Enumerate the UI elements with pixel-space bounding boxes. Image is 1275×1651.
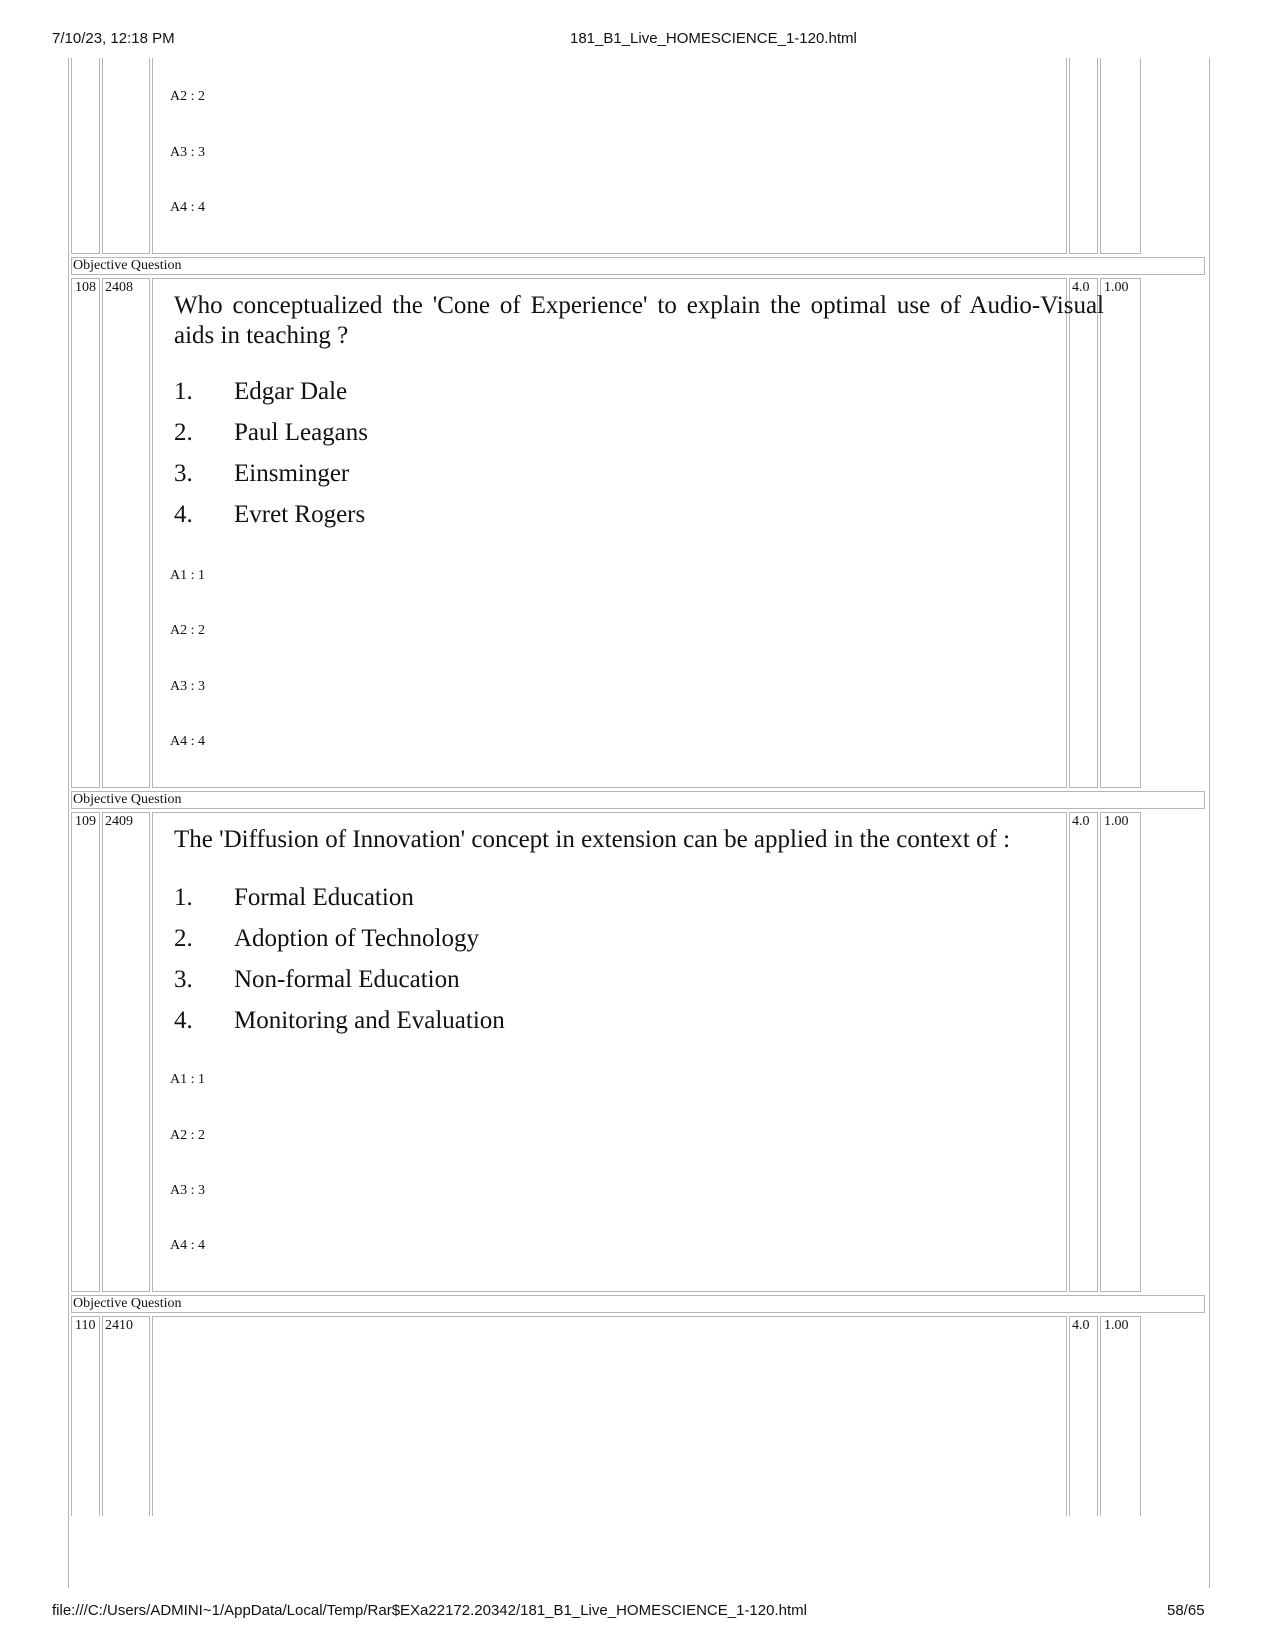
option-item [174,500,365,530]
answer-option: A2 : 2 [170,1128,205,1143]
option-item [174,924,479,954]
answer-option: A4 : 4 [170,200,205,215]
question-serial: 110 [75,1318,96,1333]
question-marks: 4.0 [1072,1318,1090,1333]
option-number: 3. [174,460,193,487]
option-item [174,418,368,448]
document-title: 181_B1_Live_HOMESCIENCE_1-120.html [570,30,857,47]
negative-marks: 1.00 [1104,280,1129,295]
print-datetime: 7/10/23, 12:18 PM [52,30,175,47]
answer-option: A2 : 2 [170,89,205,104]
question-id: 2408 [105,280,133,295]
option-text: Einsminger [234,460,350,487]
option-text: Formal Education [234,884,414,911]
option-number: 1. [174,884,193,911]
option-text: Monitoring and Evaluation [234,1007,505,1034]
question-text: Who conceptualized the 'Cone of Experience' to explain the optimal use of Audio-Visual aids in teaching ? [174,292,1104,349]
question-id: 2409 [105,814,133,829]
answer-option: A3 : 3 [170,679,205,694]
answer-option: A1 : 1 [170,568,205,583]
option-number: 3. [174,966,193,993]
question-type-label: Objective Question [71,257,1205,275]
option-number: 1. [174,378,193,405]
option-text: Non-formal Education [234,966,460,993]
question-marks: 4.0 [1072,814,1090,829]
option-number: 2. [174,419,193,446]
question-text: The 'Diffusion of Innovation' concept in extension can be applied in the context of : [174,826,1011,853]
answer-option: A3 : 3 [170,145,205,160]
option-item [174,965,460,995]
option-item [174,377,347,407]
answer-option: A4 : 4 [170,734,205,749]
option-item [174,1006,505,1036]
page-number: 58/65 [1167,1602,1205,1619]
option-text: Evret Rogers [234,501,366,528]
file-path: file:///C:/Users/ADMINI~1/AppData/Local/Temp/Rar$EXa22172.20342/181_B1_Live_HOMESCIENCE_1-120.html [52,1602,807,1619]
option-number: 2. [174,925,193,952]
option-text: Edgar Dale [234,378,348,405]
option-text: Paul Leagans [234,419,368,446]
question-marks: 4.0 [1072,280,1090,295]
negative-marks: 1.00 [1104,1318,1129,1333]
question-type-label: Objective Question [71,791,1205,809]
answer-option: A4 : 4 [170,1238,205,1253]
answer-option: A1 : 1 [170,1072,205,1087]
negative-marks: 1.00 [1104,814,1129,829]
question-serial: 109 [75,814,96,829]
option-item [174,459,349,489]
question-id: 2410 [105,1318,133,1333]
option-number: 4. [174,1007,193,1034]
option-item [174,883,414,913]
option-number: 4. [174,501,193,528]
option-text: Adoption of Technology [234,925,479,952]
answer-option: A3 : 3 [170,1183,205,1198]
question-serial: 108 [75,280,96,295]
question-type-label: Objective Question [71,1295,1205,1313]
answer-option: A2 : 2 [170,623,205,638]
